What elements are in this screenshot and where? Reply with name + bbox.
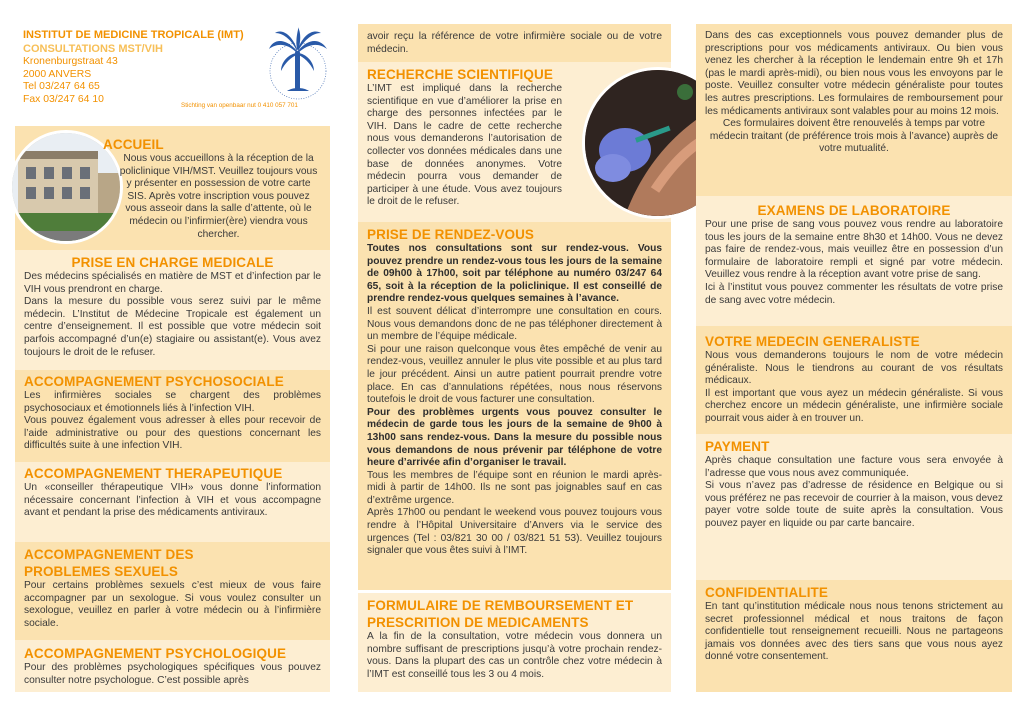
fax-number: Fax 03/247 64 10 bbox=[23, 93, 104, 105]
cont3-section bbox=[696, 30, 1012, 156]
sexo-title: ACCOMPAGNEMENT DES PROBLEMES SEXUELS bbox=[24, 547, 194, 579]
address-city: 2000 ANVERS bbox=[23, 68, 92, 80]
form-section bbox=[358, 597, 671, 681]
rdv-title: PRISE DE RENDEZ-VOUS bbox=[367, 227, 535, 242]
institute-title: INSTITUT DE MEDICINE TROPICALE (IMT) bbox=[23, 29, 244, 41]
labo-title: EXAMENS DE LABORATOIRE bbox=[757, 203, 951, 218]
foundation-number: Stichting van openbaar nut 0 410 057 701 bbox=[181, 102, 298, 109]
consultations-subtitle: CONSULTATIONS MST/VIH bbox=[23, 43, 163, 55]
form-title: FORMULAIRE DE REMBOURSEMENT ET PRESCRITION DE MEDICAMENTS bbox=[367, 598, 634, 630]
gen-text-1: Nous vous demanderons toujours le nom de votre médecin généraliste. Nous le tiendrons au courant de vos résultats médicaux. bbox=[705, 350, 1003, 387]
labo-text-2: Ici à l’institut vous pouvez commenter les résultats de votre prise de sang avec votre médecin. bbox=[705, 281, 1003, 306]
thera-title: ACCOMPAGNEMENT THERAPEUTIQUE bbox=[24, 466, 283, 481]
pay-text-2: Si vous n’avez pas d’adresse de résidence en Belgique ou si vous préférez ne pas recevoir de courrier à la maison, vous devez payer votre solde toute de suite après la consultation. Vous pouvez payer en liquide ou par carte bancaire. bbox=[705, 480, 1003, 529]
psy-title: ACCOMPAGNEMENT PSYCHOLOGIQUE bbox=[24, 646, 287, 661]
accueil-text: Nous vous accueillons à la réception de la policlinique VIH/MST. Veuillez toujours vous y présenter en possession de votre carte SIS. Après votre inscription vous pouvez vous asseoir dans la salle d’attente, où le médecin ou l’infirmier(ère) viendra vous chercher. bbox=[119, 153, 318, 240]
sexo-section bbox=[15, 546, 330, 630]
recherche-section bbox=[358, 66, 671, 209]
form-text: A la fin de la consultation, votre médecin vous donnera un nombre suffisant de prescriptions jusqu’à votre prochain rendez-vous. Dans la plupart des cas un contrôle chez votre médecin à l’IMT est conseillé tous les 3 ou 4 mois. bbox=[367, 631, 662, 680]
psy-text: Pour des problèmes psychologiques spécifiques vous pouvez consulter notre psychologue. C’est possible après bbox=[24, 662, 321, 686]
accueil-title: ACCUEIL bbox=[103, 137, 164, 152]
recherche-title: RECHERCHE SCIENTIFIQUE bbox=[367, 67, 553, 82]
gen-text-2: Il est important que vous ayez un médecin généraliste. Si vous cherchez encore un médecin généraliste, une infirmière sociale pourrait vous aider à en trouver un. bbox=[705, 387, 1003, 424]
rdv-section bbox=[358, 226, 671, 558]
rdv-bold-2: Pour des problèmes urgents vous pouvez consulter le médecin de garde tous les jours de la semaine de 9h00 à 13h00 sans rendez-vous. Dans la mesure du possible nous vous demandons de nous prévenir par téléphone de votre heure d’arrivée afin d’organiser le travail. bbox=[367, 406, 662, 469]
sexo-text: Pour certains problèmes sexuels c’est mieux de vous faire accompagner par un sexologue. Si vous voulez consulter un sexologue, veuillez en parler à votre médecin ou à l’infirmière sociale. bbox=[24, 580, 321, 629]
prise-section bbox=[15, 254, 330, 359]
cont3-text: Dans des cas exceptionnels vous pouvez demander plus de prescriptions pour vos médicaments antiviraux. Ou bien vous venez les chercher à la réception le lendemain entre 9h et 17h (pas le mardi après-midi), ou bien nous vous les envoyons par le poste. Veuillez consulter votre médecin généraliste pour toutes les autres prescriptions. Les formulaires de remboursement pour les médicaments antiviraux sont valables pour au moins 12 mois. bbox=[705, 30, 1003, 117]
cont-section bbox=[358, 31, 671, 56]
pay-section bbox=[696, 438, 1012, 531]
pay-title: PAYMENT bbox=[705, 439, 770, 454]
psycho-text-2: Vous pouvez également vous adresser à elles pour recevoir de l’aide administrative ou pour des questions concernant les difficultés suite à une infection VIH. bbox=[24, 415, 321, 452]
phone-number: Tel 03/247 64 65 bbox=[23, 81, 100, 93]
address-street: Kronenburgstraat 43 bbox=[23, 56, 118, 67]
labo-section bbox=[696, 202, 1012, 307]
thera-text: Un «conseiller thérapeutique VIH» vous donne l’information nécessaire concernant l’infection à VIH et vous accompagne avant et pendant la prise des médicaments antiviraux. bbox=[24, 482, 321, 519]
psycho-text-1: Les infirmières sociales se chargent des problèmes psychosociaux et émotionnels liés à l’infection VIH. bbox=[24, 390, 321, 414]
prise-title: PRISE EN CHARGE MEDICALE bbox=[71, 255, 274, 270]
recherche-text: L’IMT est impliqué dans la recherche scientifique en vue d’améliorer la prise en charge des personnes infectées par le VIH. Dans le cadre de cette recherche nous vous demanderons l’autorisation de collecter vos données médicales dans une base de données anonymes. Votre médecin pourra vous demander de participer à une étude. Vous avez toujours le droit de le refuser. bbox=[367, 83, 562, 208]
cont3-text-2: Ces formulaires doivent être renouvelés à temps par votre médecin traitant (de préférence trois mois à l’avance) auprès de votre mutualité. bbox=[709, 118, 999, 155]
conf-title: CONFIDENTIALITE bbox=[705, 585, 828, 600]
psycho-section bbox=[15, 373, 330, 453]
prise-text-2: Dans la mesure du possible vous serez suivi par le même médecin. L’Institut de Médecine Tropicale est également un centre d’enseignement. Il est possible que votre médecin soit parfois accompagné d’un(e) stagiaire ou assistant(e). Vous avez toujours le droit de le refuser. bbox=[24, 296, 321, 358]
rdv-bold-1: Toutes nos consultations sont sur rendez-vous. Vous pouvez prendre un rendez-vous tous les jours de la semaine de 09h00 à 17h00, soit par téléphone au numéro 03/247 64 65, soit à la réception de la policlinique. Il est conseillé de prendre rendez-vous quelques semaines à l’avance. bbox=[367, 243, 662, 305]
cont-text: avoir reçu la référence de votre infirmière sociale ou de votre médecin. bbox=[367, 31, 662, 55]
gen-section bbox=[696, 333, 1012, 426]
rdv-text-3: Tous les membres de l’équipe sont en réunion le mardi après-midi à partir de 14h00. Ils ne sont pas joignables sauf en cas d’extrême urgence. bbox=[367, 469, 662, 506]
accueil-section bbox=[15, 136, 330, 241]
conf-text: En tant qu’institution médicale nous nous tenons strictement au secret professionnel médical et nous traitons de façon confidentielle tout renseignement recueilli. Nous ne partageons jamais vos données avec des tiers sans que vous nous ayez donné votre consentement. bbox=[705, 601, 1003, 663]
conf-section bbox=[696, 584, 1012, 664]
rdv-text-4: Après 17h00 ou pendant le weekend vous pouvez toujours vous rendre à l’Hôpital Universitaire d’Anvers via le service des urgences (Tel : 03/821 30 00 / 03/821 51 53). Veuillez toujours signaler que vous êtes suivi à l’IMT. bbox=[367, 507, 662, 557]
rdv-text-1: Il est souvent délicat d’interrompre une consultation en cours. Nous vous demandons donc de ne pas téléphoner directement à un membre de l’équipe médicale. bbox=[367, 305, 662, 343]
psycho-title: ACCOMPAGNEMENT PSYCHOSOCIALE bbox=[24, 374, 284, 389]
prise-text-1: Des médecins spécialisés en matière de MST et d’infection par le VIH vous prendront en charge. bbox=[24, 271, 321, 295]
labo-text-1: Pour une prise de sang vous pouvez vous rendre au laboratoire tous les jours de la semaine entre 8h30 et 14h00. Vous ne devez pas faire de rendez-vous, mais veuillez être en possession d’un formulaire de laboratoire rempli et signé par votre médecin. Veuillez vous rendre à la réception avant votre prise de sang. bbox=[705, 219, 1003, 281]
rdv-text-2: Si pour une raison quelconque vous êtes empêché de venir au rendez-vous, veuillez annuler le plus vite possible et au plus tard le jour précédent. Ainsi un autre patient pourrait prendre votre place. En cas d’annulations répétées, nous nous réservons toutefois le droit de vous facturer une consultation. bbox=[367, 343, 662, 406]
gen-title: VOTRE MEDECIN GENERALISTE bbox=[705, 334, 920, 349]
thera-section bbox=[15, 465, 330, 520]
psy-section bbox=[15, 645, 330, 687]
pay-text-1: Après chaque consultation une facture vous sera envoyée à l’adresse que vous nous avez communiquée. bbox=[705, 455, 1003, 479]
palm-tree-logo bbox=[267, 27, 329, 105]
